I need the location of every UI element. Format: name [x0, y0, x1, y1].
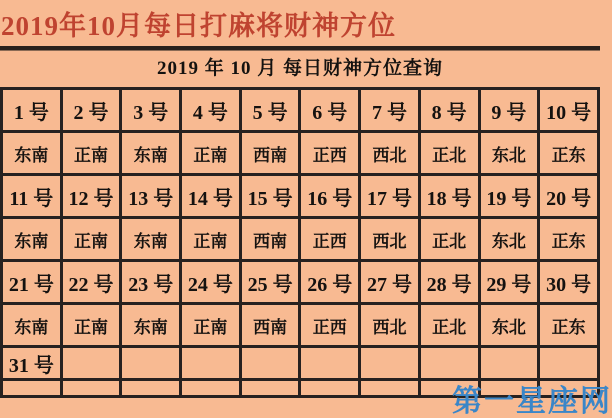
empty-cell [61, 380, 121, 397]
direction-cell: 东南 [121, 132, 181, 175]
empty-cell [300, 380, 360, 397]
direction-cell: 正南 [61, 304, 121, 347]
page-title: 2019年10月每日打麻将财神方位 [1, 10, 396, 41]
empty-cell [181, 380, 241, 397]
empty-cell [360, 380, 420, 397]
empty-cell [2, 380, 62, 397]
day-cell: 8 号 [419, 89, 479, 132]
day-cell: 11 号 [2, 175, 62, 218]
direction-cell: 东北 [479, 304, 539, 347]
table-row-directions-21-30 [2, 304, 599, 347]
day-cell: 20 号 [539, 175, 599, 218]
direction-cell: 正西 [300, 132, 360, 175]
day-cell: 15 号 [240, 175, 300, 218]
direction-cell: 东南 [2, 304, 62, 347]
day-cell: 28 号 [419, 261, 479, 304]
empty-cell [121, 347, 181, 380]
title-bar [0, 0, 600, 46]
day-cell: 19 号 [479, 175, 539, 218]
table-row-day-31 [2, 347, 599, 380]
day-cell: 24 号 [181, 261, 241, 304]
day-cell: 5 号 [240, 89, 300, 132]
day-cell: 27 号 [360, 261, 420, 304]
day-cell: 16 号 [300, 175, 360, 218]
direction-cell: 西北 [360, 304, 420, 347]
direction-cell: 正东 [539, 218, 599, 261]
day-cell: 13 号 [121, 175, 181, 218]
site-watermark: 第一星座网 [452, 385, 612, 418]
direction-cell: 西南 [240, 218, 300, 261]
day-cell: 3 号 [121, 89, 181, 132]
empty-cell [539, 347, 599, 380]
empty-cell [479, 347, 539, 380]
day-cell: 2 号 [61, 89, 121, 132]
table-row-directions-1-10 [2, 132, 599, 175]
empty-cell [240, 380, 300, 397]
direction-cell: 正南 [61, 218, 121, 261]
direction-cell: 东南 [121, 304, 181, 347]
empty-cell [121, 380, 181, 397]
direction-cell: 正南 [181, 132, 241, 175]
direction-cell: 西北 [360, 132, 420, 175]
empty-cell [61, 347, 121, 380]
day-cell: 1 号 [2, 89, 62, 132]
day-cell: 17 号 [360, 175, 420, 218]
day-cell: 4 号 [181, 89, 241, 132]
day-cell: 23 号 [121, 261, 181, 304]
day-cell: 18 号 [419, 175, 479, 218]
direction-cell: 西北 [360, 218, 420, 261]
empty-cell [360, 347, 420, 380]
direction-cell: 东南 [2, 132, 62, 175]
empty-cell [419, 347, 479, 380]
direction-cell: 东南 [121, 218, 181, 261]
direction-cell: 西南 [240, 304, 300, 347]
direction-cell: 正西 [300, 304, 360, 347]
direction-cell: 正东 [539, 304, 599, 347]
day-cell: 10 号 [539, 89, 599, 132]
table-row-days-11-20 [2, 175, 599, 218]
day-cell: 22 号 [61, 261, 121, 304]
direction-cell: 正南 [61, 132, 121, 175]
direction-cell: 正北 [419, 304, 479, 347]
day-cell: 29 号 [479, 261, 539, 304]
table-row-directions-11-20 [2, 218, 599, 261]
day-cell: 21 号 [2, 261, 62, 304]
day-cell: 7 号 [360, 89, 420, 132]
direction-cell: 正北 [419, 218, 479, 261]
table-row-days-1-10 [2, 89, 599, 132]
empty-cell [181, 347, 241, 380]
table-header-title: 2019 年 10 月 每日财神方位查询 [156, 58, 443, 79]
empty-cell [240, 347, 300, 380]
direction-cell: 东北 [479, 132, 539, 175]
day-cell: 30 号 [539, 261, 599, 304]
direction-cell: 正北 [419, 132, 479, 175]
day-cell: 25 号 [240, 261, 300, 304]
direction-cell: 东北 [479, 218, 539, 261]
direction-cell: 正南 [181, 304, 241, 347]
direction-cell: 西南 [240, 132, 300, 175]
table-row-days-21-30 [2, 261, 599, 304]
day-cell: 6 号 [300, 89, 360, 132]
day-cell: 31 号 [2, 347, 62, 380]
direction-cell: 正西 [300, 218, 360, 261]
direction-cell: 正南 [181, 218, 241, 261]
day-cell: 12 号 [61, 175, 121, 218]
direction-cell: 东南 [2, 218, 62, 261]
empty-cell [300, 347, 360, 380]
day-cell: 9 号 [479, 89, 539, 132]
day-cell: 14 号 [181, 175, 241, 218]
day-cell: 26 号 [300, 261, 360, 304]
direction-cell: 正东 [539, 132, 599, 175]
